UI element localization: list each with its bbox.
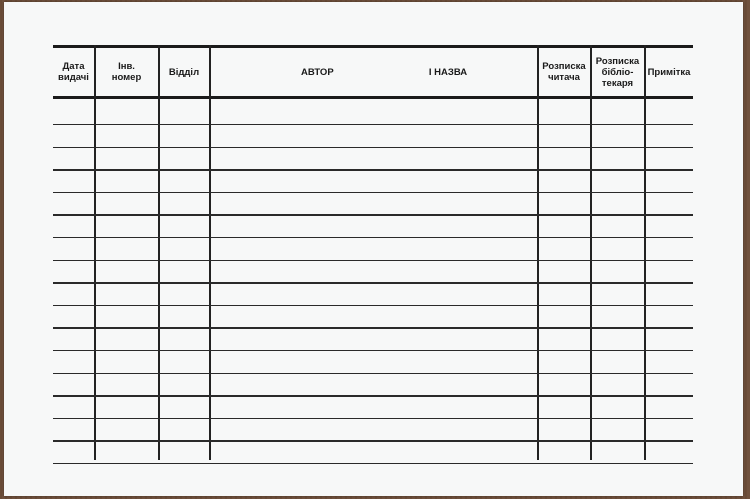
loan-table (53, 45, 693, 460)
table-row-line (53, 395, 693, 396)
column-divider (158, 45, 160, 460)
table-row-line (53, 169, 693, 170)
header-inventory-number: Інв. номер (111, 61, 142, 83)
header-department: Відділ (168, 66, 200, 78)
table-row-line (53, 124, 693, 125)
header-bottom-border (53, 96, 693, 99)
table-row-line (53, 260, 693, 261)
column-divider (94, 45, 96, 460)
header-author: АВТОР (301, 66, 334, 78)
header-title: І НАЗВА (428, 66, 468, 78)
table-row-line (53, 373, 693, 374)
column-divider (537, 45, 539, 460)
column-divider (590, 45, 592, 460)
table-row-line (53, 463, 693, 464)
column-divider (209, 45, 211, 460)
table-row-line (53, 305, 693, 306)
table-row-line (53, 147, 693, 148)
column-divider (644, 45, 646, 460)
table-row-line (53, 350, 693, 351)
header-reader-signature: Розписка читача (542, 61, 586, 83)
header-issue-date: Дата видачі (58, 61, 89, 83)
table-row-line (53, 327, 693, 328)
header-librarian-signature: Розписка бібліо- текаря (595, 55, 640, 89)
table-row-line (53, 237, 693, 238)
table-row-line (53, 440, 693, 441)
table-row-line (53, 418, 693, 419)
table-row-line (53, 192, 693, 193)
library-card (4, 2, 743, 496)
table-row-line (53, 282, 693, 283)
header-note: Примітка (647, 66, 691, 78)
table-row-line (53, 214, 693, 215)
